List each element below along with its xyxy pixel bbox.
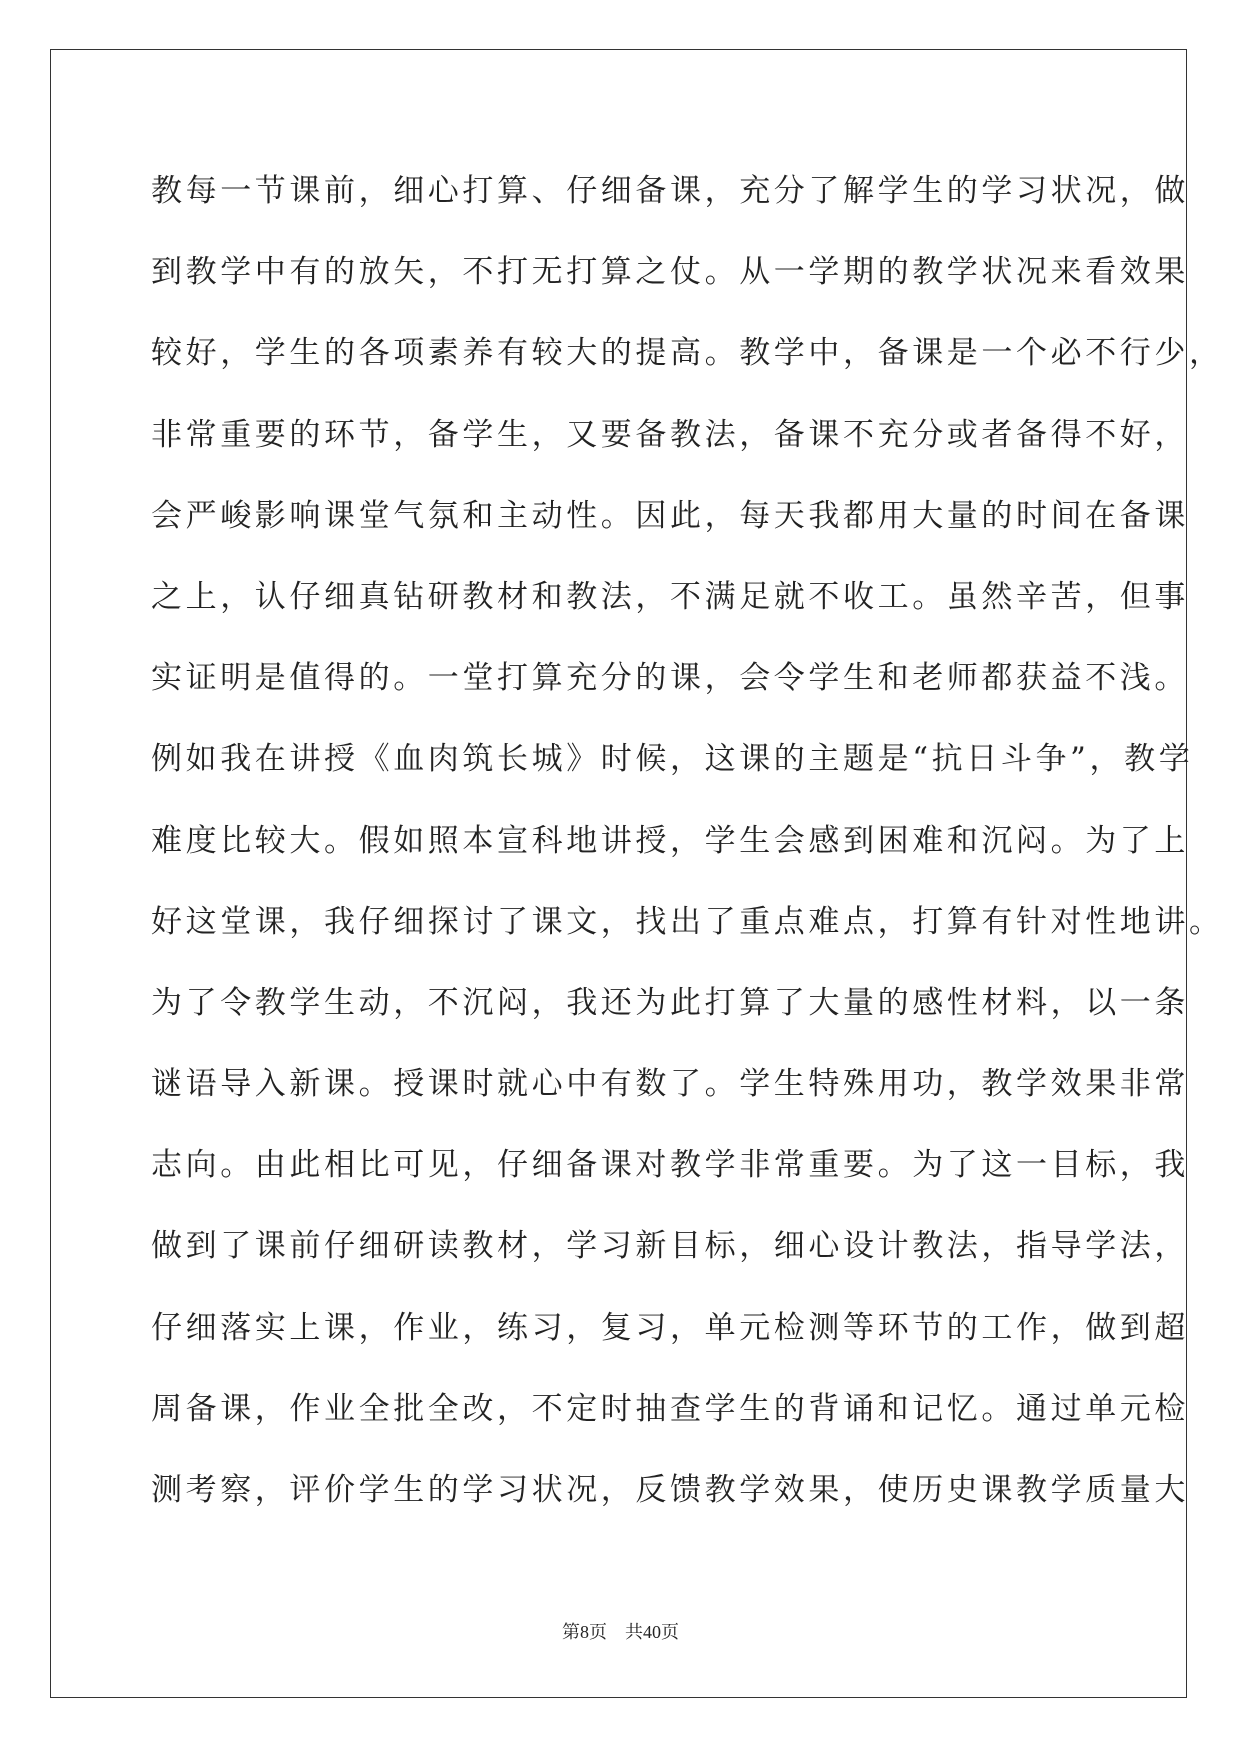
text-line: 仔细落实上课，作业，练习，复习，单元检测等环节的工作，做到超 (151, 1309, 1189, 1346)
text-line: 非常重要的环节，备学生，又要备教法，备课不充分或者备得不好， (151, 416, 1189, 453)
text-line: 例如我在讲授《血肉筑长城》时候，这课的主题是“抗日斗争”，教学 (151, 741, 1194, 778)
text-line: 会严峻影响课堂气氛和主动性。因此，每天我都用大量的时间在备课 (151, 497, 1189, 534)
page-total: 共40页 (625, 1622, 679, 1642)
body-text (151, 163, 1224, 1543)
text-line: 之上，认仔细真钻研教材和教法，不满足就不收工。虽然辛苦，但事 (151, 578, 1189, 615)
page-footer (0, 1620, 1241, 1644)
text-line: 好这堂课，我仔细探讨了课文，找出了重点难点，打算有针对性地讲。 (151, 903, 1224, 940)
text-line: 周备课，作业全批全改，不定时抽查学生的背诵和记忆。通过单元检 (151, 1390, 1189, 1427)
text-line: 测考察，评价学生的学习状况，反馈教学效果，使历史课教学质量大 (151, 1472, 1189, 1508)
text-line: 为了令教学生动，不沉闷，我还为此打算了大量的感性材料，以一条 (151, 984, 1189, 1021)
text-line: 做到了课前仔细研读教材，学习新目标，细心设计教法，指导学法， (151, 1228, 1189, 1265)
text-line: 较好，学生的各项素养有较大的提高。教学中，备课是一个必不行少， (151, 335, 1224, 372)
text-line: 志向。由此相比可见，仔细备课对教学非常重要。为了这一目标，我 (151, 1147, 1189, 1184)
text-line: 到教学中有的放矢，不打无打算之仗。从一学期的教学状况来看效果 (151, 254, 1189, 291)
text-line: 谜语导入新课。授课时就心中有数了。学生特殊用功，教学效果非常 (151, 1066, 1189, 1103)
text-line: 实证明是值得的。一堂打算充分的课，会令学生和老师都获益不浅。 (151, 660, 1189, 697)
text-line: 难度比较大。假如照本宣科地讲授，学生会感到困难和沉闷。为了上 (151, 822, 1189, 859)
text-line: 教每一节课前，细心打算、仔细备课，充分了解学生的学习状况，做 (151, 173, 1189, 209)
page-number: 第8页 (562, 1622, 607, 1642)
